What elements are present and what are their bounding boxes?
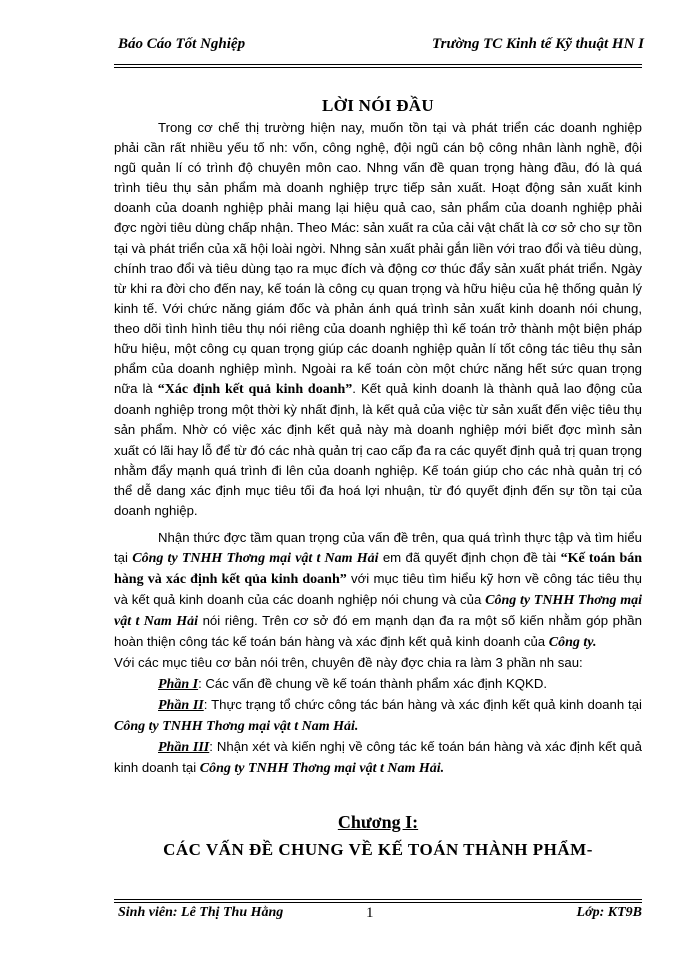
part-description: : Thực trạng tổ chức công tác bán hàng và xác định kết quả kinh doanh tại bbox=[203, 696, 642, 712]
page-header bbox=[112, 36, 644, 60]
footer-rule bbox=[114, 902, 642, 903]
part-item bbox=[114, 695, 642, 737]
paragraph-topic bbox=[114, 528, 642, 654]
chapter-label: Chương I: bbox=[337, 812, 419, 832]
company-name: Công ty TNHH Thơng mại vật t Nam Hải bbox=[132, 550, 379, 566]
header-report-title: Báo Cáo Tốt Nghiệp bbox=[118, 36, 246, 52]
company-name: Công ty TNHH Thơng mại vật t Nam Hải. bbox=[199, 760, 445, 776]
part-label: Phần III bbox=[158, 739, 210, 755]
page-footer bbox=[114, 905, 642, 927]
header-rule-thin bbox=[114, 67, 642, 68]
footer-rule-thin bbox=[114, 899, 642, 900]
chapter-title: CÁC VẤN ĐỀ CHUNG VỀ KẾ TOÁN THÀNH PHẨM- bbox=[163, 840, 593, 859]
company-name: Công ty TNHH Thơng mại vật t Nam Hải bbox=[114, 593, 642, 630]
document-body bbox=[114, 118, 642, 779]
text-run: . Kết quả kinh doanh là thành quả lao động của doanh nghiệp trong một thời kỳ nhất định, là kết quả của việc từ sản xuất đến việc tiêu thụ sản phẩm. Nhờ có việc xác định kết quả này mà doanh nghiệp mới biết đợc mình sản xuất có lãi hay lỗ để từ đó các nhà quản trị cao cấp đa ra các quyết định quả trị quan trọng nhằm đẩy mạnh quá trình đi lên của doanh nghiệp. Kế toán giúp cho các nhà quản trị có thể dễ dang xác định mục tiêu tối đa hoá lợi nhuận, từ đó quyết định đến sự tồn tại của doanh nghiệp. bbox=[114, 381, 642, 518]
text-run: Nhận thức đợc tầm quan trọng của vấn đề trên, qua quá trình thực tập và tìm hiểu tại bbox=[114, 529, 642, 565]
footer-class: Lớp: KT9B bbox=[576, 905, 642, 920]
thesis-topic: “Kế toán bán hàng và xác định kết qủa kinh doanh” bbox=[114, 550, 643, 588]
part-item bbox=[114, 737, 642, 779]
part-description: : Các vấn đề chung về kế toán thành phẩm xác định KQKD. bbox=[198, 675, 548, 691]
company-name: Công ty TNHH Thơng mại vật t Nam Hải. bbox=[114, 718, 359, 734]
text-run: nói riêng. Trên cơ sở đó em mạnh dạn đa ra một số kiến nhằm góp phần hoàn thiện công tác kế toán bán hàng và xác định kết quả kinh doanh của bbox=[114, 613, 642, 650]
header-rule bbox=[114, 64, 642, 65]
company-name: Công ty. bbox=[548, 635, 597, 651]
text-run: Trong cơ chế thị trường hiện nay, muốn tồn tại và phát triển các doanh nghiệp phải cần rất nhiều yếu tố nh: vốn, công nghệ, đội ngũ cán bộ công nhân lành nghề, đội ngũ quản lí có trình độ chuyên môn cao. Nhng vấn đề quan trọng hàng đầu, đó là quá trình tiêu thụ sản phẩm mà doanh nghiệp trực tiếp sản xuất. Hoạt động sản xuất kinh doanh của doanh nghiệp phải mang lại hiệu quả cao, sản phẩm của doanh nghiệp phải đợc ngời tiêu dùng chấp nhận. Theo Mác: sản xuất ra của cải vật chất là cơ sở cho sự tồn tại và phát triển của xã hội loài ngời. Nhng sản xuất phải gắn liền với trao đổi và tiêu dùng, chính trao đổi và tiêu dùng tạo ra mục đích và động cơ thúc đẩy sản xuất phát triển. Ngày từ khi ra đời cho đến nay, kế toán là công cụ quan trọng và hữu hiệu của hệ thống quản lý kinh tế. Với chức năng giám đốc và phản ánh quá trình sản xuất kinh doanh nói chung, theo dõi tình hình tiêu thụ nói riêng của doanh nghiệp thì kế toán trở thành một biện pháp hữu hiệu, một công cụ quan trọng giúp các doanh nghiệp quản lí tốt công tác tiêu thụ sản phẩm của doanh nghiệp mình. Ngoài ra kế toán còn một chức năng hết sức quan trọng nữa là bbox=[114, 120, 642, 397]
paragraph-intro bbox=[114, 118, 642, 521]
part-label: Phần II bbox=[158, 697, 204, 713]
part-label: Phần I bbox=[158, 676, 199, 692]
part-description: : Nhận xét và kiến nghị về công tác kế toán bán hàng và xác định kết quả kinh doanh tại bbox=[114, 738, 643, 775]
header-school-name: Trường TC Kinh tế Kỹ thuật HN I bbox=[432, 36, 644, 52]
emphasis-run: “Xác định kết quả kinh doanh” bbox=[157, 382, 353, 398]
text-run: em đã quyết định chọn đề tài bbox=[378, 549, 561, 565]
part-item bbox=[114, 674, 642, 695]
text-run: với mục tiêu tìm hiểu kỹ hơn về công tác tiêu thụ và kết quả kinh doanh của các doanh nghiệp nói chung và của bbox=[114, 571, 643, 608]
page-number: 1 bbox=[366, 905, 374, 921]
footer-student-name: Sinh viên: Lê Thị Thu Hằng bbox=[118, 905, 284, 920]
paragraph-outline: Với các mục tiêu cơ bản nói trên, chuyên đề này đợc chia ra làm 3 phần nh sau: bbox=[114, 655, 583, 671]
page-title: LỜI NÓI ĐẦU bbox=[322, 96, 434, 115]
